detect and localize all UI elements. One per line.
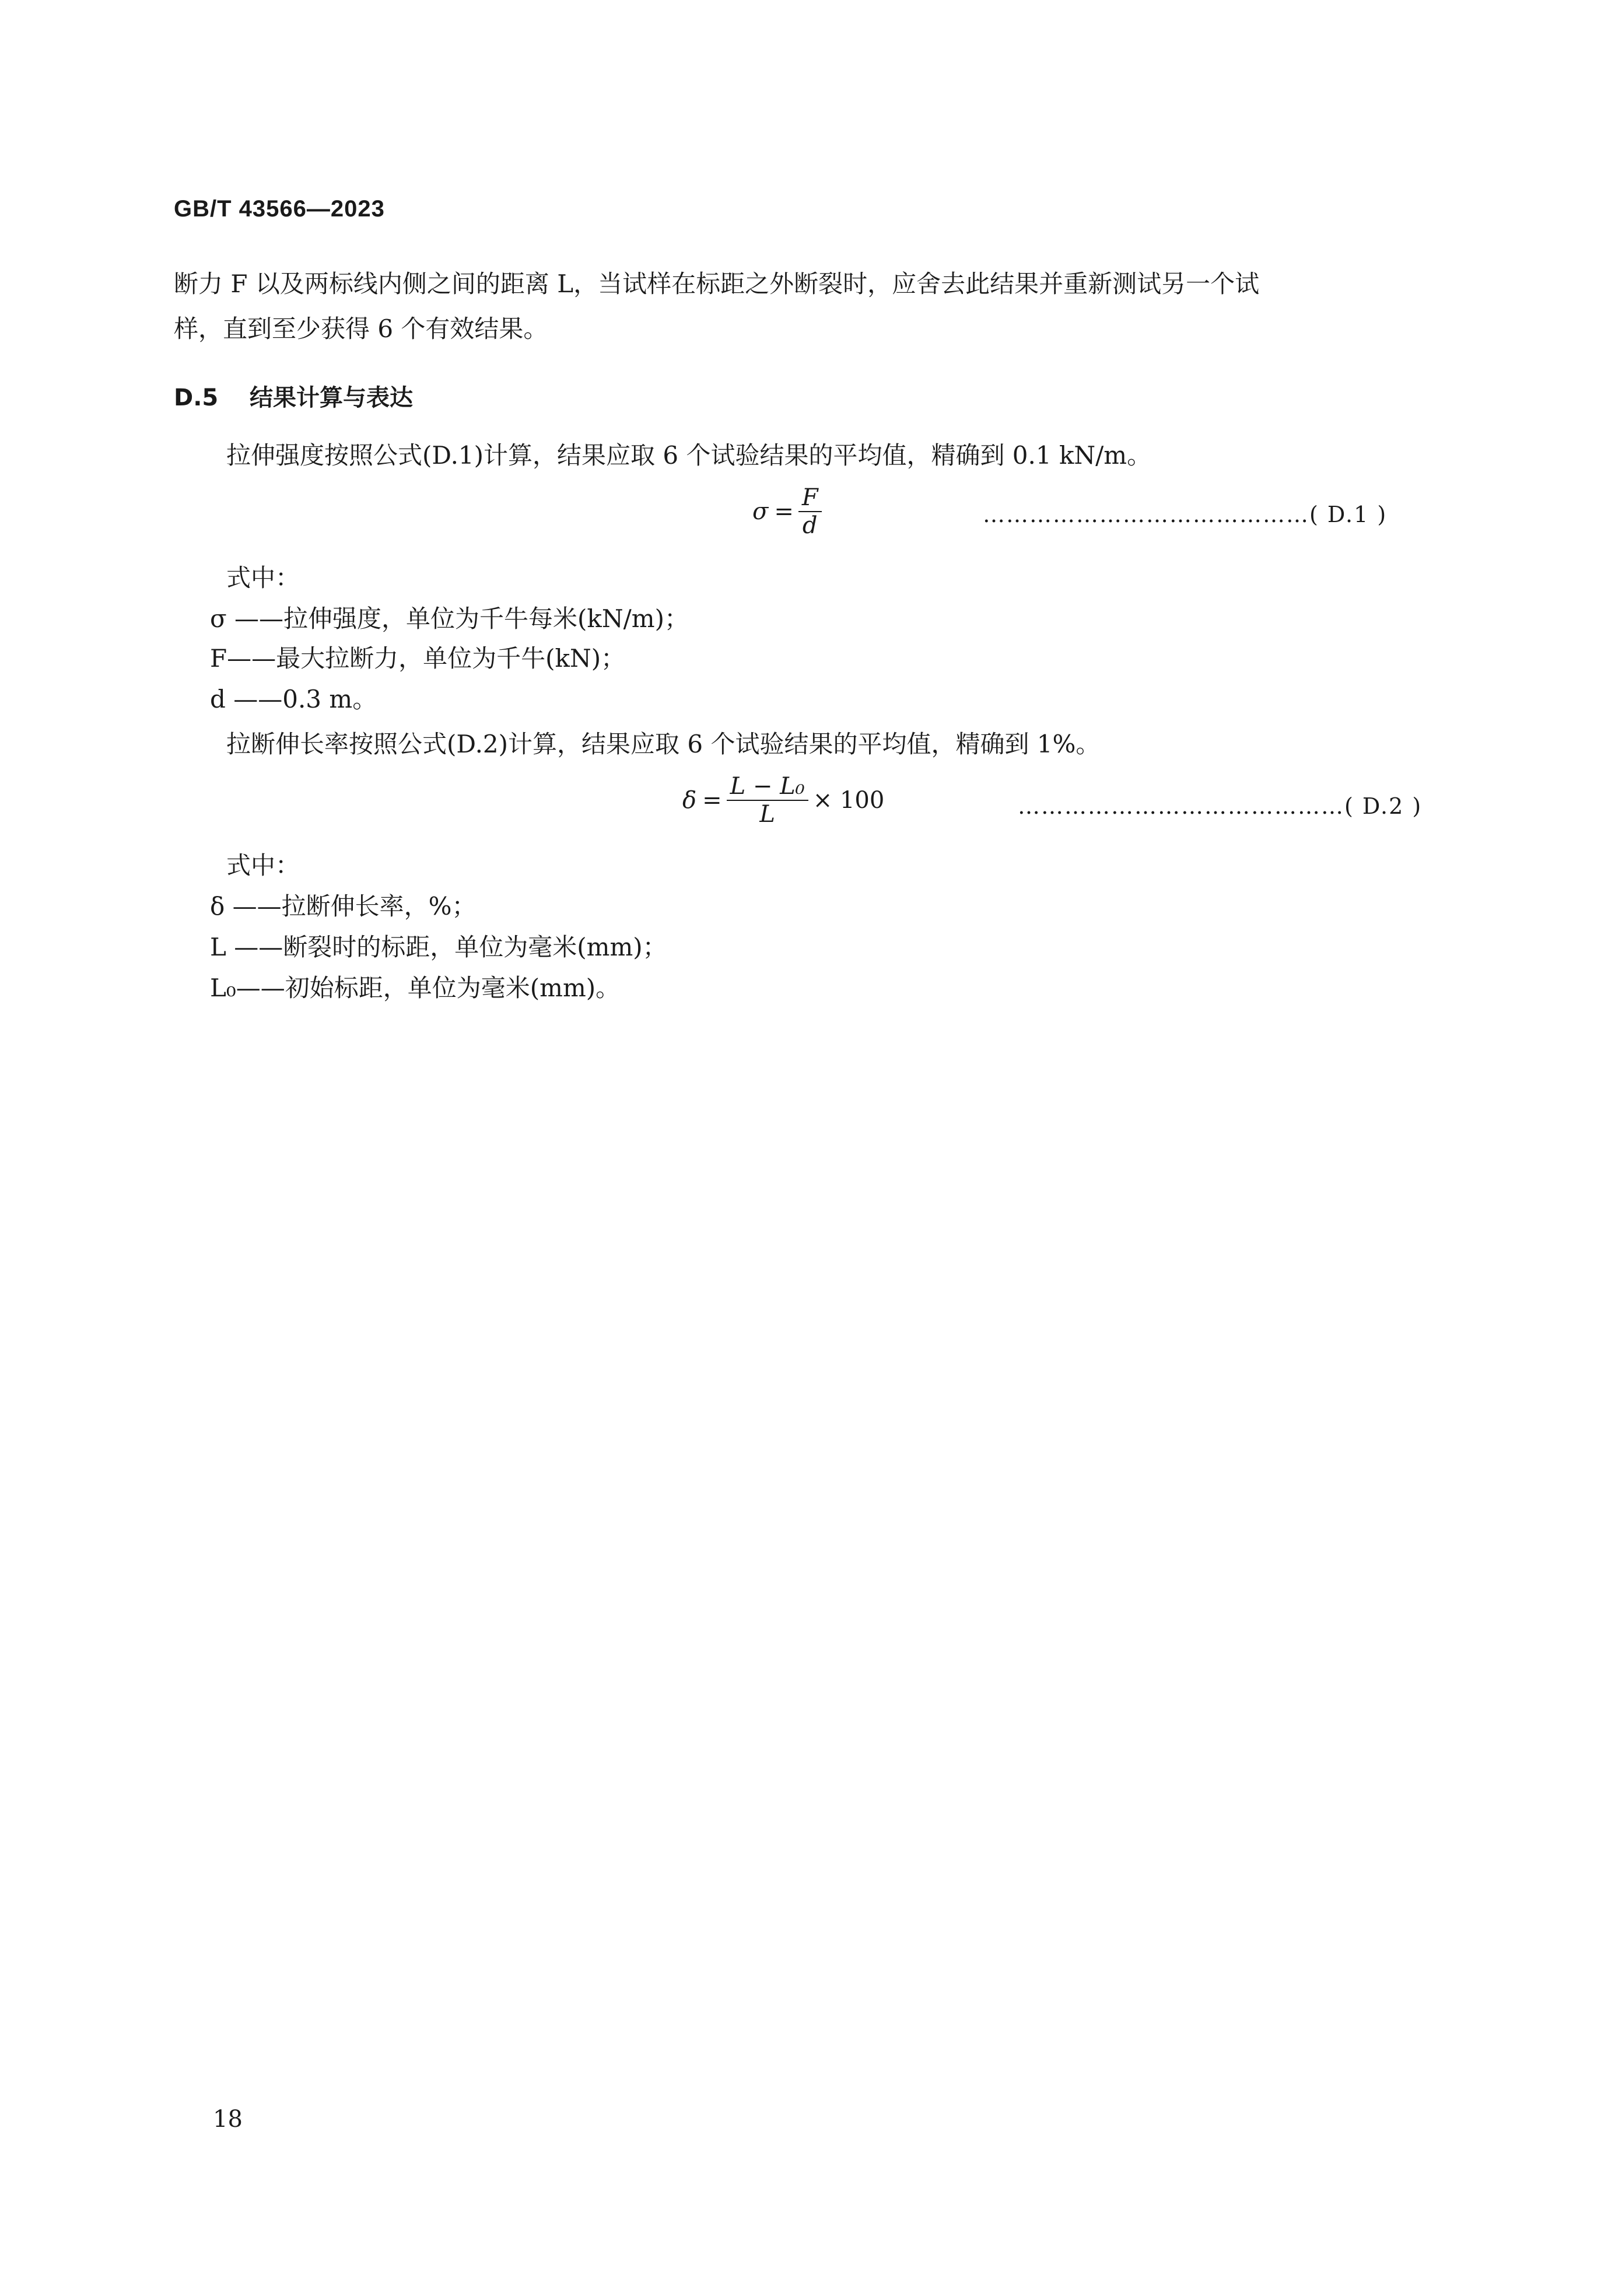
eq-ref-d1: ……………………………………( D.1 ) <box>983 502 1388 527</box>
section-number: D.5 <box>174 384 219 411</box>
section-title: 结果计算与表达 <box>250 384 413 411</box>
formula-d2-numerator: L − L₀ <box>730 773 805 800</box>
standard-code: GB/T 43566—2023 <box>174 196 385 222</box>
formula-d1-numerator: F <box>801 484 818 511</box>
eq-ref-d2: ……………………………………( D.2 ) <box>1018 793 1423 819</box>
elongation-def-delta: δ ——拉断伸长率，%； <box>210 892 477 921</box>
elongation-def-l0: L₀——初始标距，单位为毫米(mm)。 <box>210 974 621 1002</box>
formula-d2-eq: = <box>702 787 722 814</box>
page-number: 18 <box>213 2106 243 2133</box>
formula-d1-fraction <box>798 484 822 539</box>
intro-line-2: 样，直到至少获得 6 个有效结果。 <box>174 314 548 343</box>
intro-line-1: 断力 F 以及两标线内侧之间的距离 L，当试样在标距之外断裂时，应舍去此结果并重新测试另一个试 <box>174 270 1260 298</box>
formula-d2-fraction <box>727 773 808 828</box>
elongation-where: 式中： <box>226 851 300 880</box>
formula-d2-lhs: δ <box>682 787 697 814</box>
elongation-def-l: L ——断裂时的标距，单位为毫米(mm)； <box>210 933 667 961</box>
tensile-def-d: d ——0.3 m。 <box>210 685 377 713</box>
tensile-where: 式中： <box>226 564 300 592</box>
formula-d1-lhs: σ <box>752 498 769 525</box>
tensile-def-f: F——最大拉断力，单位为千牛(kN)； <box>210 644 626 673</box>
formula-d2-denominator: L <box>759 801 775 828</box>
tensile-def-sigma: σ ——拉伸强度，单位为千牛每米(kN/m)； <box>210 604 689 633</box>
formula-d1 <box>752 484 826 539</box>
formula-d1-denominator: d <box>802 512 818 539</box>
formula-d2-times: × 100 <box>812 787 885 814</box>
formula-d1-eq: = <box>774 498 794 525</box>
tensile-sentence: 拉伸强度按照公式(D.1)计算，结果应取 6 个试验结果的平均值，精确到 0.1 kN/m。 <box>226 441 1152 470</box>
formula-d2 <box>682 773 884 828</box>
section-heading <box>174 379 413 412</box>
elongation-sentence: 拉断伸长率按照公式(D.2)计算，结果应取 6 个试验结果的平均值，精确到 1%。 <box>226 730 1101 758</box>
